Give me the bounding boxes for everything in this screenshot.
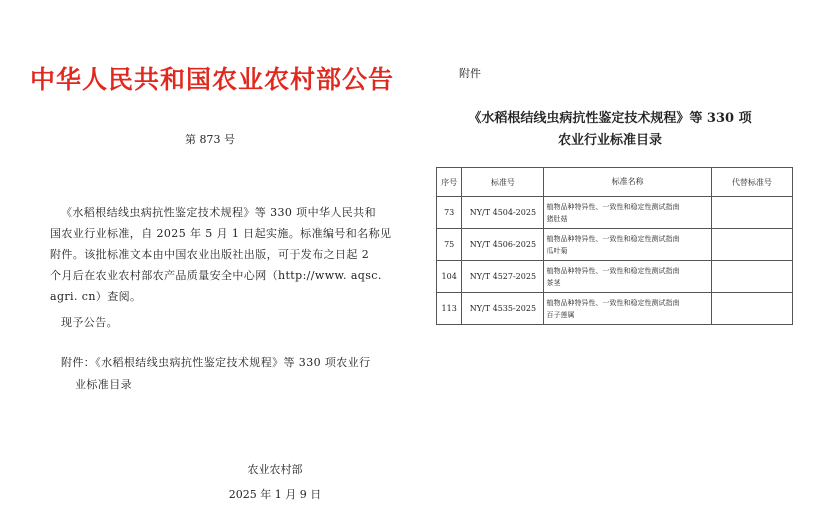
cell-seq: 73 — [437, 197, 462, 229]
body-line: 附件。该批标准文本由中国农业出版社出版，可于发布之日起 2 — [50, 248, 370, 261]
cell-name-line: 植物品种特异性、一致性和稳定性测试指南 — [546, 202, 680, 211]
cell-name — [544, 197, 711, 229]
cell-replaces — [711, 229, 792, 261]
cell-code: NY/T 4527-2025 — [462, 261, 544, 293]
cell-code: NY/T 4535-2025 — [462, 293, 544, 325]
closing-line: 现予公告。 — [61, 316, 118, 329]
cell-name-line: 植物品种特异性、一致性和稳定性测试指南 — [546, 266, 680, 275]
col-header-code: 标准号 — [462, 168, 544, 197]
cell-name — [544, 229, 711, 261]
table-row — [437, 261, 793, 293]
standards-table — [436, 167, 793, 325]
attachment-note-line: 附件：《水稻根结线虫病抗性鉴定技术规程》等 330 项农业行 — [61, 356, 371, 369]
cell-replaces — [711, 261, 792, 293]
cell-replaces — [711, 197, 792, 229]
catalogue-subtitle: 农业行业标准目录 — [557, 133, 662, 148]
cell-name-line: 植物品种特异性、一致性和稳定性测试指南 — [546, 234, 680, 243]
table-row — [437, 197, 793, 229]
cell-code: NY/T 4506-2025 — [462, 229, 544, 261]
cell-name-line: 瓜叶菊 — [546, 246, 568, 255]
cell-code: NY/T 4504-2025 — [462, 197, 544, 229]
body-line: 国农业行业标准，自 2025 年 5 月 1 日起实施。标准编号和名称见 — [50, 227, 392, 240]
catalogue-title: 《水稻根结线虫病抗性鉴定技术规程》等 330 项 — [468, 111, 752, 126]
announcement-title: 中华人民共和国农业农村部公告 — [30, 65, 395, 94]
table-row — [437, 293, 793, 325]
cell-name-line: 茶茎 — [546, 278, 561, 287]
col-header-seq: 序号 — [437, 168, 462, 197]
attachment-label: 附件 — [459, 67, 481, 80]
cell-seq: 104 — [437, 261, 462, 293]
cell-seq: 75 — [437, 229, 462, 261]
cell-name-line: 猪肚菇 — [546, 214, 568, 223]
cell-name — [544, 261, 711, 293]
cell-name — [544, 293, 711, 325]
table-header-row — [437, 168, 793, 197]
announcement-number: 第 873 号 — [185, 133, 235, 146]
cell-name-line: 百子莲属 — [546, 310, 575, 319]
body-line: agri. cn）查阅。 — [50, 290, 142, 303]
issuer: 农业农村部 — [247, 463, 303, 476]
col-header-name: 标准名称 — [544, 168, 711, 197]
body-line: 个月后在农业农村部农产品质量安全中心网（http://www. aqsc. — [50, 269, 382, 282]
cell-seq: 113 — [437, 293, 462, 325]
table-row — [437, 229, 793, 261]
cell-name-line: 植物品种特异性、一致性和稳定性测试指南 — [546, 298, 680, 307]
attachment-note-line: 业标准目录 — [75, 378, 132, 391]
body-line: 《水稻根结线虫病抗性鉴定技术规程》等 330 项中华人民共和 — [61, 206, 376, 219]
cell-replaces — [711, 293, 792, 325]
issue-date: 2025 年 1 月 9 日 — [228, 488, 322, 501]
col-header-replaces: 代替标准号 — [711, 168, 792, 197]
